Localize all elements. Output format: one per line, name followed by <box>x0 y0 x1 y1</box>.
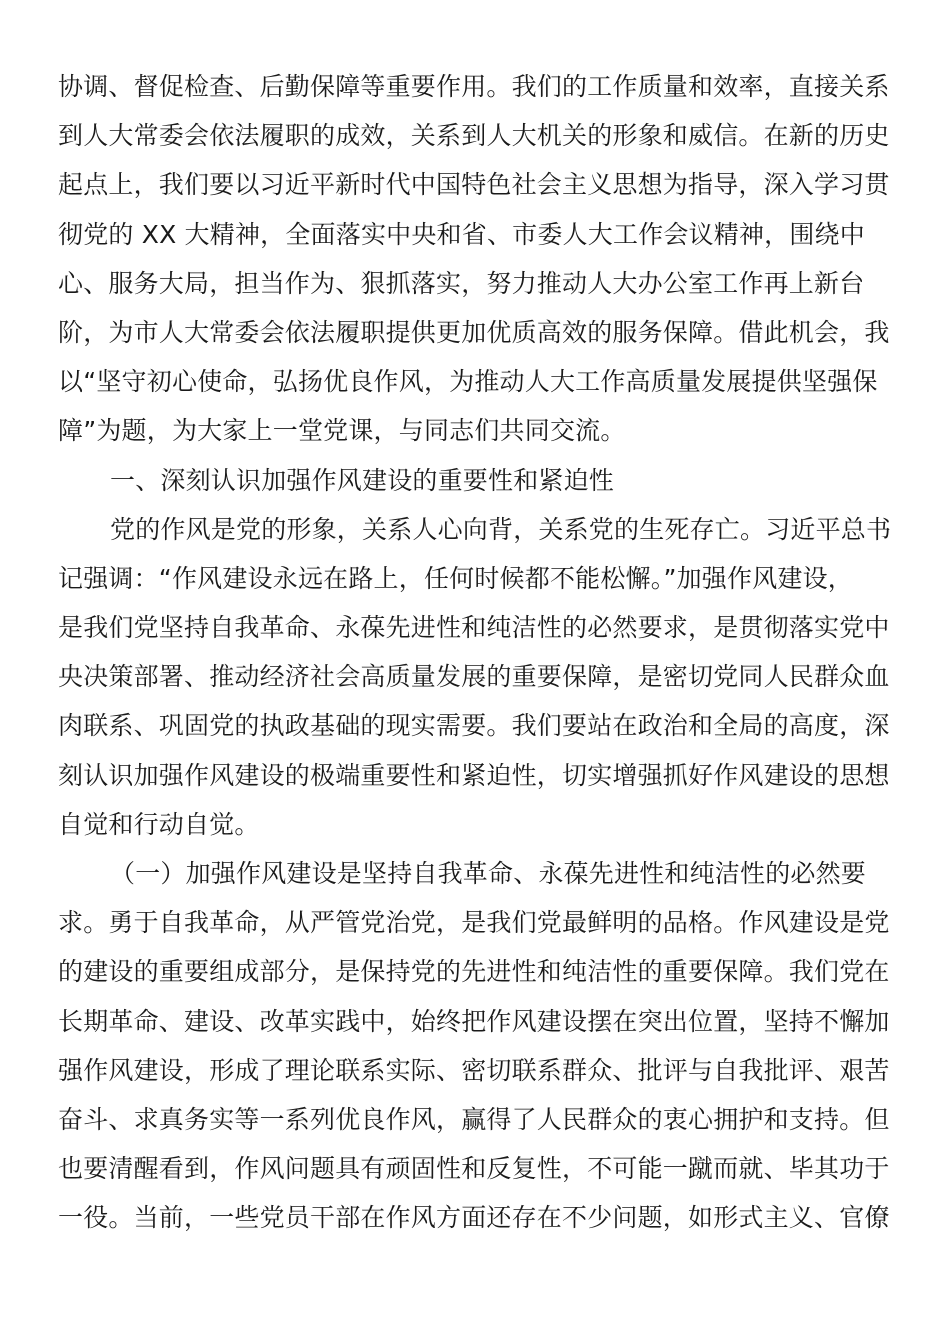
paragraph-line: 记强调：“作风建设永远在路上，任何时候都不能松懈。”加强作风建设， <box>58 563 854 593</box>
paragraph-line: 求。勇于自我革命，从严管党治党，是我们党最鲜明的品格。作风建设是党 <box>58 908 890 938</box>
paragraph-line: 央决策部署、推动经济社会高质量发展的重要保障，是密切党同人民群众血 <box>58 662 890 692</box>
paragraph-line: 心、服务大局，担当作为、狠抓落实，努力推动人大办公室工作再上新台 <box>58 268 865 298</box>
paragraph-line: 自觉和行动自觉。 <box>58 809 260 839</box>
paragraph-line: 刻认识加强作风建设的极端重要性和紧迫性，切实增强抓好作风建设的思想 <box>58 760 890 790</box>
paragraph-line: 也要清醒看到，作风问题具有顽固性和反复性，不可能一蹴而就、毕其功于 <box>58 1154 890 1184</box>
paragraph-line: 的建设的重要组成部分，是保持党的先进性和纯洁性的重要保障。我们党在 <box>58 957 890 987</box>
paragraph-line: 以“坚守初心使命，弘扬优良作风，为推动人大工作高质量发展提供坚强保 <box>58 367 878 397</box>
paragraph-line: 是我们党坚持自我革命、永葆先进性和纯洁性的必然要求，是贯彻落实党中 <box>58 613 890 643</box>
paragraph-line: 奋斗、求真务实等一系列优良作风，赢得了人民群众的衷心拥护和支持。但 <box>58 1104 890 1134</box>
paragraph-line: 协调、督促检查、后勤保障等重要作用。我们的工作质量和效率，直接关系 <box>58 72 890 101</box>
paragraph-line: 强作风建设，形成了理论联系实际、密切联系群众、批评与自我批评、艰苦 <box>58 1055 890 1085</box>
document-body <box>58 62 892 1243</box>
paragraph-line: 一役。当前，一些党员干部在作风方面还存在不少问题，如形式主义、官僚 <box>58 1203 890 1233</box>
paragraph-line: 阶，为市人大常委会依法履职提供更加优质高效的服务保障。借此机会，我 <box>58 317 890 347</box>
paragraph-line: 起点上，我们要以习近平新时代中国特色社会主义思想为指导，深入学习贯 <box>58 170 890 200</box>
paragraph-line: 肉联系、巩固党的执政基础的现实需要。我们要站在政治和全局的高度，深 <box>58 711 890 741</box>
section-heading: 一、深刻认识加强作风建设的重要性和紧迫性 <box>110 465 615 495</box>
paragraph-line: 障”为题，为大家上一堂党课，与同志们共同交流。 <box>58 416 626 446</box>
paragraph-line: 到人大常委会依法履职的成效，关系到人大机关的形象和威信。在新的历史 <box>58 121 890 151</box>
subsection-heading: （一）加强作风建设是坚持自我革命、永葆先进性和纯洁性的必然要 <box>110 859 867 888</box>
paragraph-line: 党的作风是党的形象，关系人心向背，关系党的生死存亡。习近平总书 <box>110 514 892 544</box>
paragraph-line: 长期革命、建设、改革实践中，始终把作风建设摆在突出位置，坚持不懈加 <box>58 1006 890 1036</box>
paragraph-line: 彻党的 XX 大精神，全面落实中央和省、市委人大工作会议精神，围绕中 <box>58 219 865 249</box>
